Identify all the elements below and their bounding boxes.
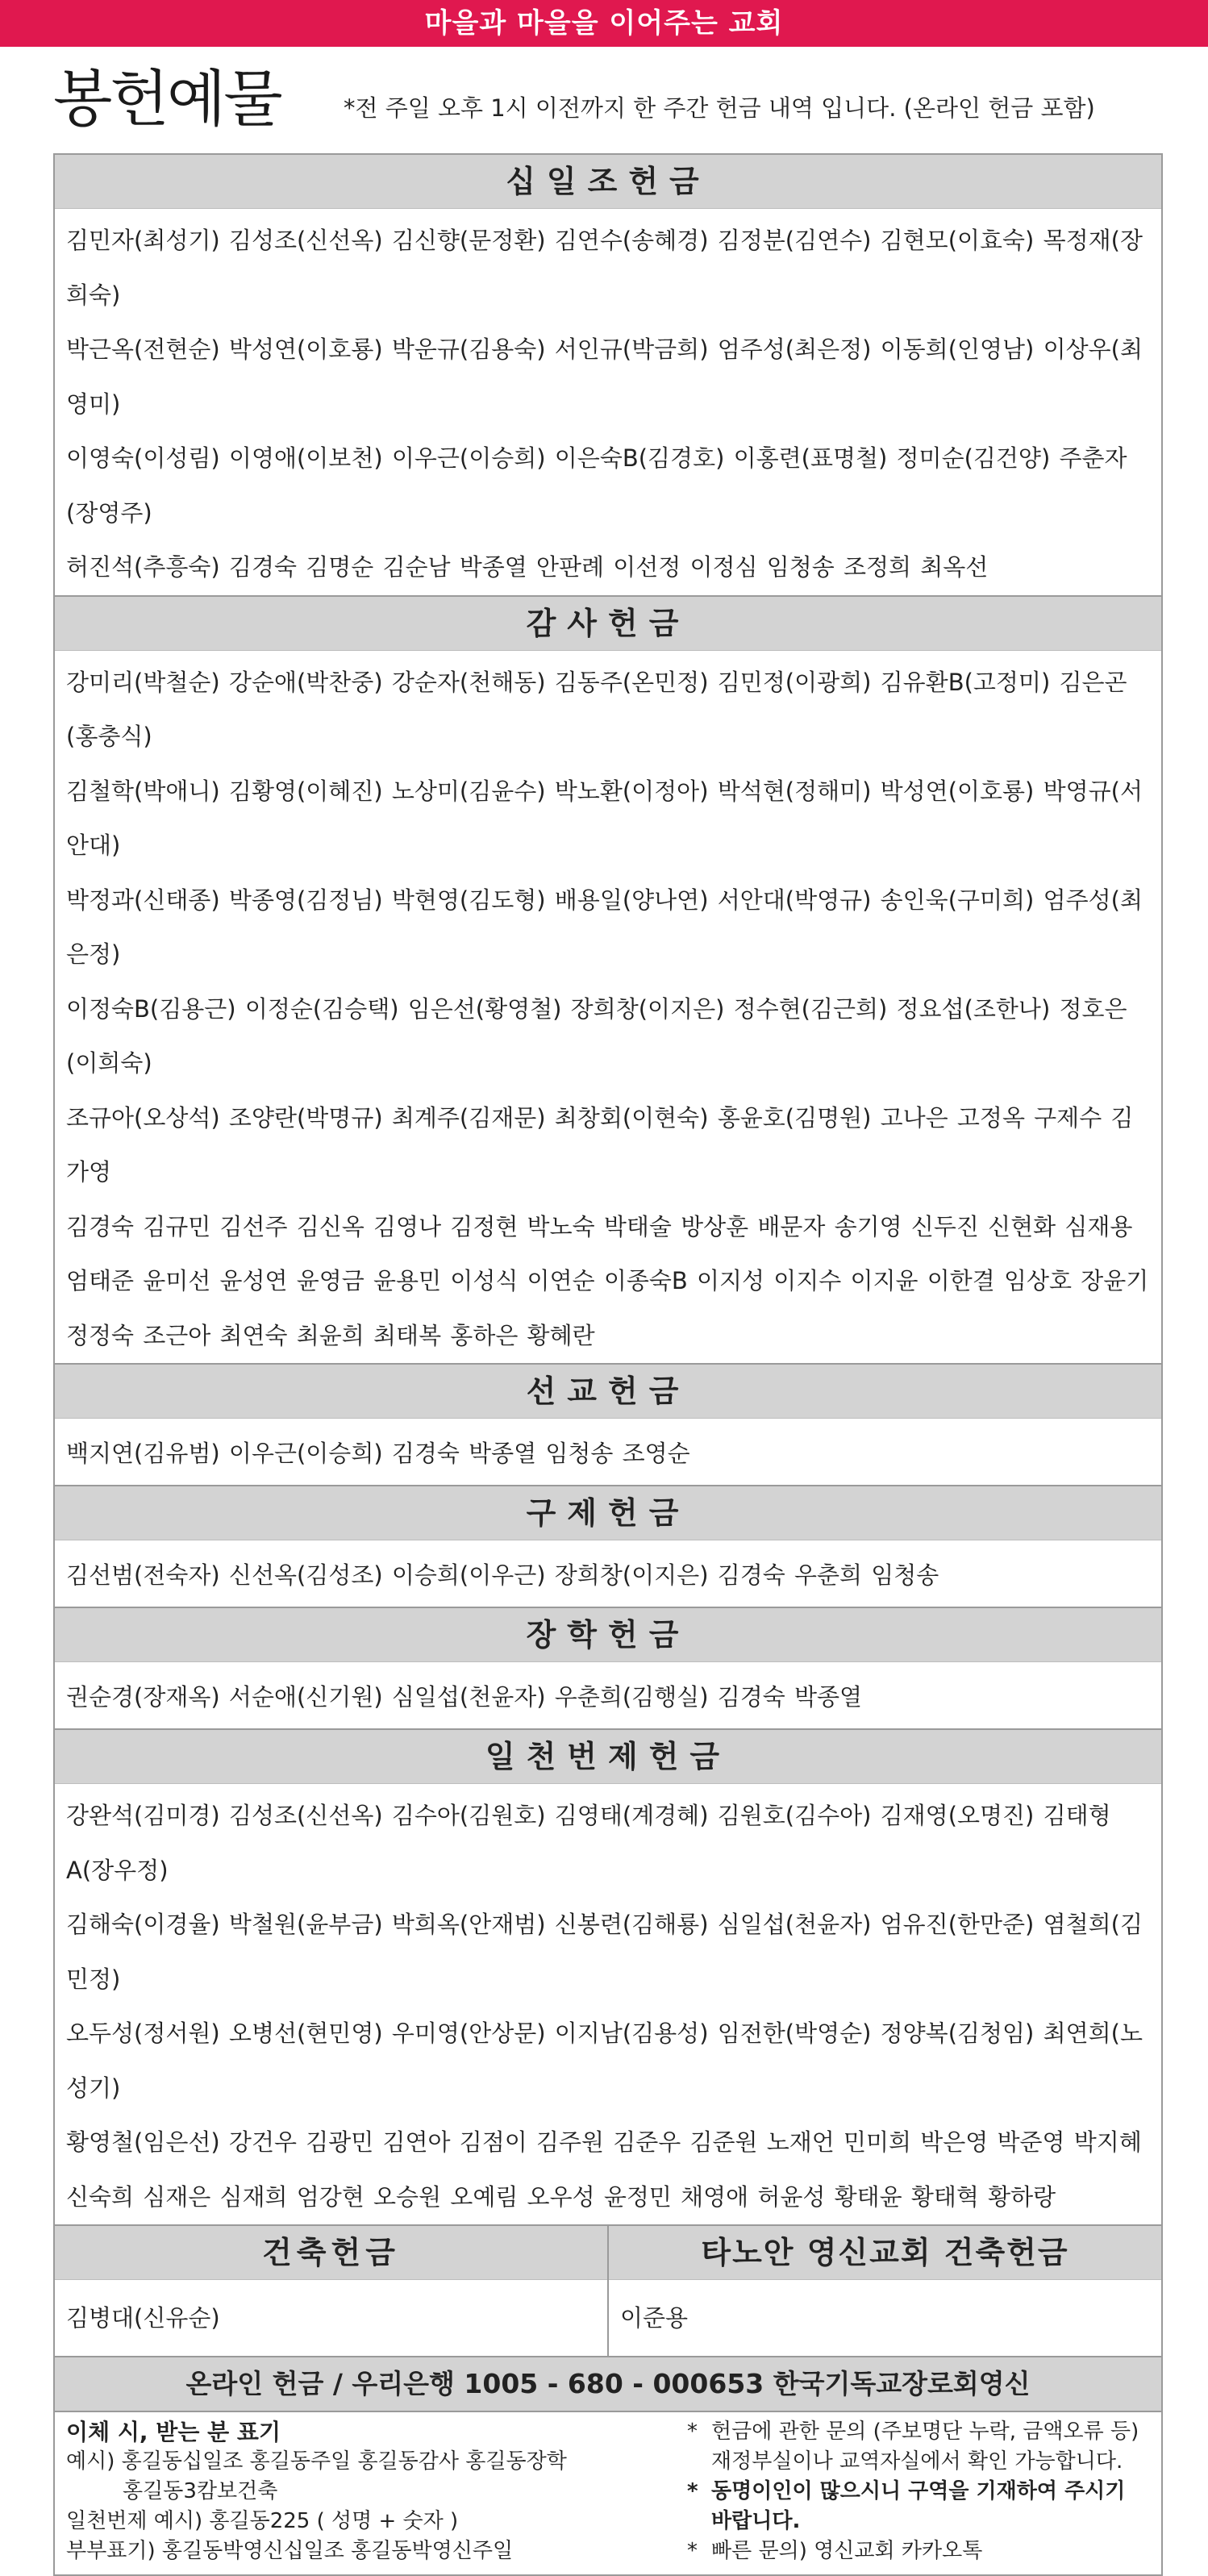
guide-example: 예시) 홍길동십일조 홍길동주일 홍길동감사 홍길동장학 (66, 2449, 567, 2474)
guide-example-thousand: 일천번제 예시) 홍길동225 ( 성명 + 숫자 ) (66, 2509, 459, 2533)
section-mission (55, 1365, 1161, 1486)
section-title-building: 건축헌금 (55, 2226, 607, 2280)
section-title-thousand: 일천번제헌금 (55, 1730, 1161, 1784)
names-thanks (55, 651, 1161, 1365)
name-line: 허진석(추흥숙) 김경숙 김명순 김순남 박종열 안판례 이선정 이정심 임청송 조정희 최옥선 (66, 553, 989, 581)
section-thousand (55, 1730, 1161, 2226)
name-line: 이영숙(이성림) 이영애(이보천) 이우근(이승희) 이은숙B(김경호) 이홍련(표명철) 정미순(김건양) 주춘자(장영주) (66, 444, 1127, 527)
asterisk-icon: * (687, 2420, 698, 2444)
name-line: 권순경(장재옥) 서순애(신기원) 심일섭(천윤자) 우춘희(김행실) 김경숙 박종열 (66, 1683, 863, 1711)
guide-notes (679, 2417, 1150, 2566)
name-line: 조규아(오상석) 조양란(박명규) 최계주(김재문) 최창회(이현숙) 홍윤호(김명원) 고나은 고정옥 구제수 김가영 (66, 1103, 1134, 1186)
name-line: 박근옥(전현순) 박성연(이호룡) 박운규(김용숙) 서인규(박금희) 엄주성(최은정) 이동희(인영남) 이상우(최영미) (66, 336, 1143, 418)
name-line: 황영철(임은선) 강건우 김광민 김연아 김점이 김주원 김준우 김준원 노재언 민미희 박은영 박준영 박지혜 (66, 2128, 1142, 2156)
name-line: 오두성(정서원) 오병선(현민영) 우미영(안상문) 이지남(김용성) 임전한(박영순) 정양복(김청임) 최연희(노성기) (66, 2020, 1143, 2102)
page-note: *전 주일 오후 1시 이전까지 한 주간 헌금 내역 입니다. (온라인 헌금 포함) (344, 94, 1095, 122)
guide-title: 이체 시, 받는 분 표기 (66, 2419, 281, 2445)
name-line: 이정숙B(김용근) 이정순(김승택) 임은선(황영철) 장희창(이지은) 정수현(김근희) 정요섭(조한나) 정호은(이희숙) (66, 994, 1127, 1077)
name-line: 박정과(신태종) 박종영(김정님) 박현영(김도형) 배용일(양나연) 서안대(박영규) 송인욱(구미희) 엄주성(최은정) (66, 886, 1143, 968)
section-building (55, 2226, 607, 2356)
section-scholarship (55, 1608, 1161, 1730)
transfer-guide (55, 2412, 1161, 2574)
names-tanoan: 이준용 (620, 2304, 689, 2332)
asterisk-icon: * (687, 2479, 698, 2503)
section-relief (55, 1486, 1161, 1608)
section-tithe (55, 155, 1161, 597)
name-line: 김해숙(이경율) 박철원(윤부금) 박희옥(안재범) 신봉련(김해룡) 심일섭(천윤자) 엄유진(한만준) 염철희(김민정) (66, 1911, 1143, 1993)
name-line: 강완석(김미경) 김성조(신선옥) 김수아(김원호) 김영태(계경혜) 김원호(김수아) 김재영(오명진) 김태형A(장우정) (66, 1802, 1111, 1884)
section-title-scholarship: 장학헌금 (55, 1608, 1161, 1662)
section-title-mission: 선교헌금 (55, 1365, 1161, 1419)
name-line: 김경숙 김규민 김선주 김신옥 김영나 김정현 박노숙 박태술 방상훈 배문자 송기영 신두진 신현화 심재용 (66, 1212, 1133, 1240)
names-relief (55, 1540, 1161, 1608)
name-line: 신숙희 심재은 심재희 엄강현 오승원 오예림 오우성 윤정민 채영애 허윤성 황태윤 황태혁 황하랑 (66, 2182, 1056, 2211)
note-text: 빠른 문의) 영신교회 카카오톡 (711, 2539, 983, 2563)
section-tanoan (607, 2226, 1161, 2356)
note-text: 동명이인이 많으시니 구역을 기재하여 주시기 바랍니다. (711, 2479, 1126, 2533)
note-item (687, 2417, 1150, 2477)
name-line: 정정숙 조근아 최연숙 최윤희 최태복 홍하은 황혜란 (66, 1321, 595, 1349)
note-item (687, 2536, 1150, 2566)
section-title-thanks: 감사헌금 (55, 597, 1161, 651)
names-building: 김병대(신유순) (66, 2304, 220, 2332)
building-row (55, 2226, 1161, 2357)
names-mission (55, 1419, 1161, 1486)
banner: 마을과 마을을 이어주는 교회 (0, 0, 1208, 47)
note-text: 헌금에 관한 문의 (주보명단 누락, 금액오류 등) 재정부실이나 교역자실에서 확인 가능합니다. (711, 2420, 1139, 2474)
name-line: 엄태준 윤미선 윤성연 윤영금 윤용민 이성식 이연순 이종숙B 이지성 이지수 이지윤 이한결 임상호 장윤기 (66, 1267, 1149, 1294)
offering-board (53, 153, 1163, 2576)
name-line: 김선범(전숙자) 신선옥(김성조) 이승희(이우근) 장희창(이지은) 김경숙 우춘희 임청송 (66, 1561, 939, 1589)
names-scholarship (55, 1662, 1161, 1730)
guide-example-cont: 홍길동3캄보건축 (123, 2479, 278, 2503)
name-line: 강미리(박철순) 강순애(박찬중) 강순자(천해동) 김동주(온민정) 김민정(이광희) 김유환B(고정미) 김은곤(홍충식) (66, 668, 1127, 750)
guide-examples (66, 2417, 679, 2566)
names-thousand (55, 1784, 1161, 2226)
online-offering-account: 온라인 헌금 / 우리은행 1005 - 680 - 000653 한국기독교장로회영신 (55, 2357, 1161, 2412)
note-item (687, 2477, 1150, 2536)
section-thanks (55, 597, 1161, 1365)
name-line: 김철학(박애니) 김황영(이혜진) 노상미(김윤수) 박노환(이정아) 박석현(정해미) 박성연(이호룡) 박영규(서안대) (66, 777, 1143, 859)
page-title: 봉헌예물 (53, 63, 281, 135)
section-title-relief: 구제헌금 (55, 1486, 1161, 1540)
section-title-tanoan: 타노안 영신교회 건축헌금 (609, 2226, 1161, 2280)
name-line: 김민자(최성기) 김성조(신선옥) 김신향(문정환) 김연수(송혜경) 김정분(김연수) 김현모(이효숙) 목정재(장희숙) (66, 227, 1143, 309)
guide-example-couple: 부부표기) 홍길동박영신십일조 홍길동박영신주일 (66, 2539, 514, 2563)
section-title-tithe: 십일조헌금 (55, 155, 1161, 209)
asterisk-icon: * (687, 2539, 698, 2563)
names-tithe (55, 209, 1161, 597)
name-line: 백지연(김유범) 이우근(이승희) 김경숙 박종열 임청송 조영순 (66, 1440, 690, 1467)
